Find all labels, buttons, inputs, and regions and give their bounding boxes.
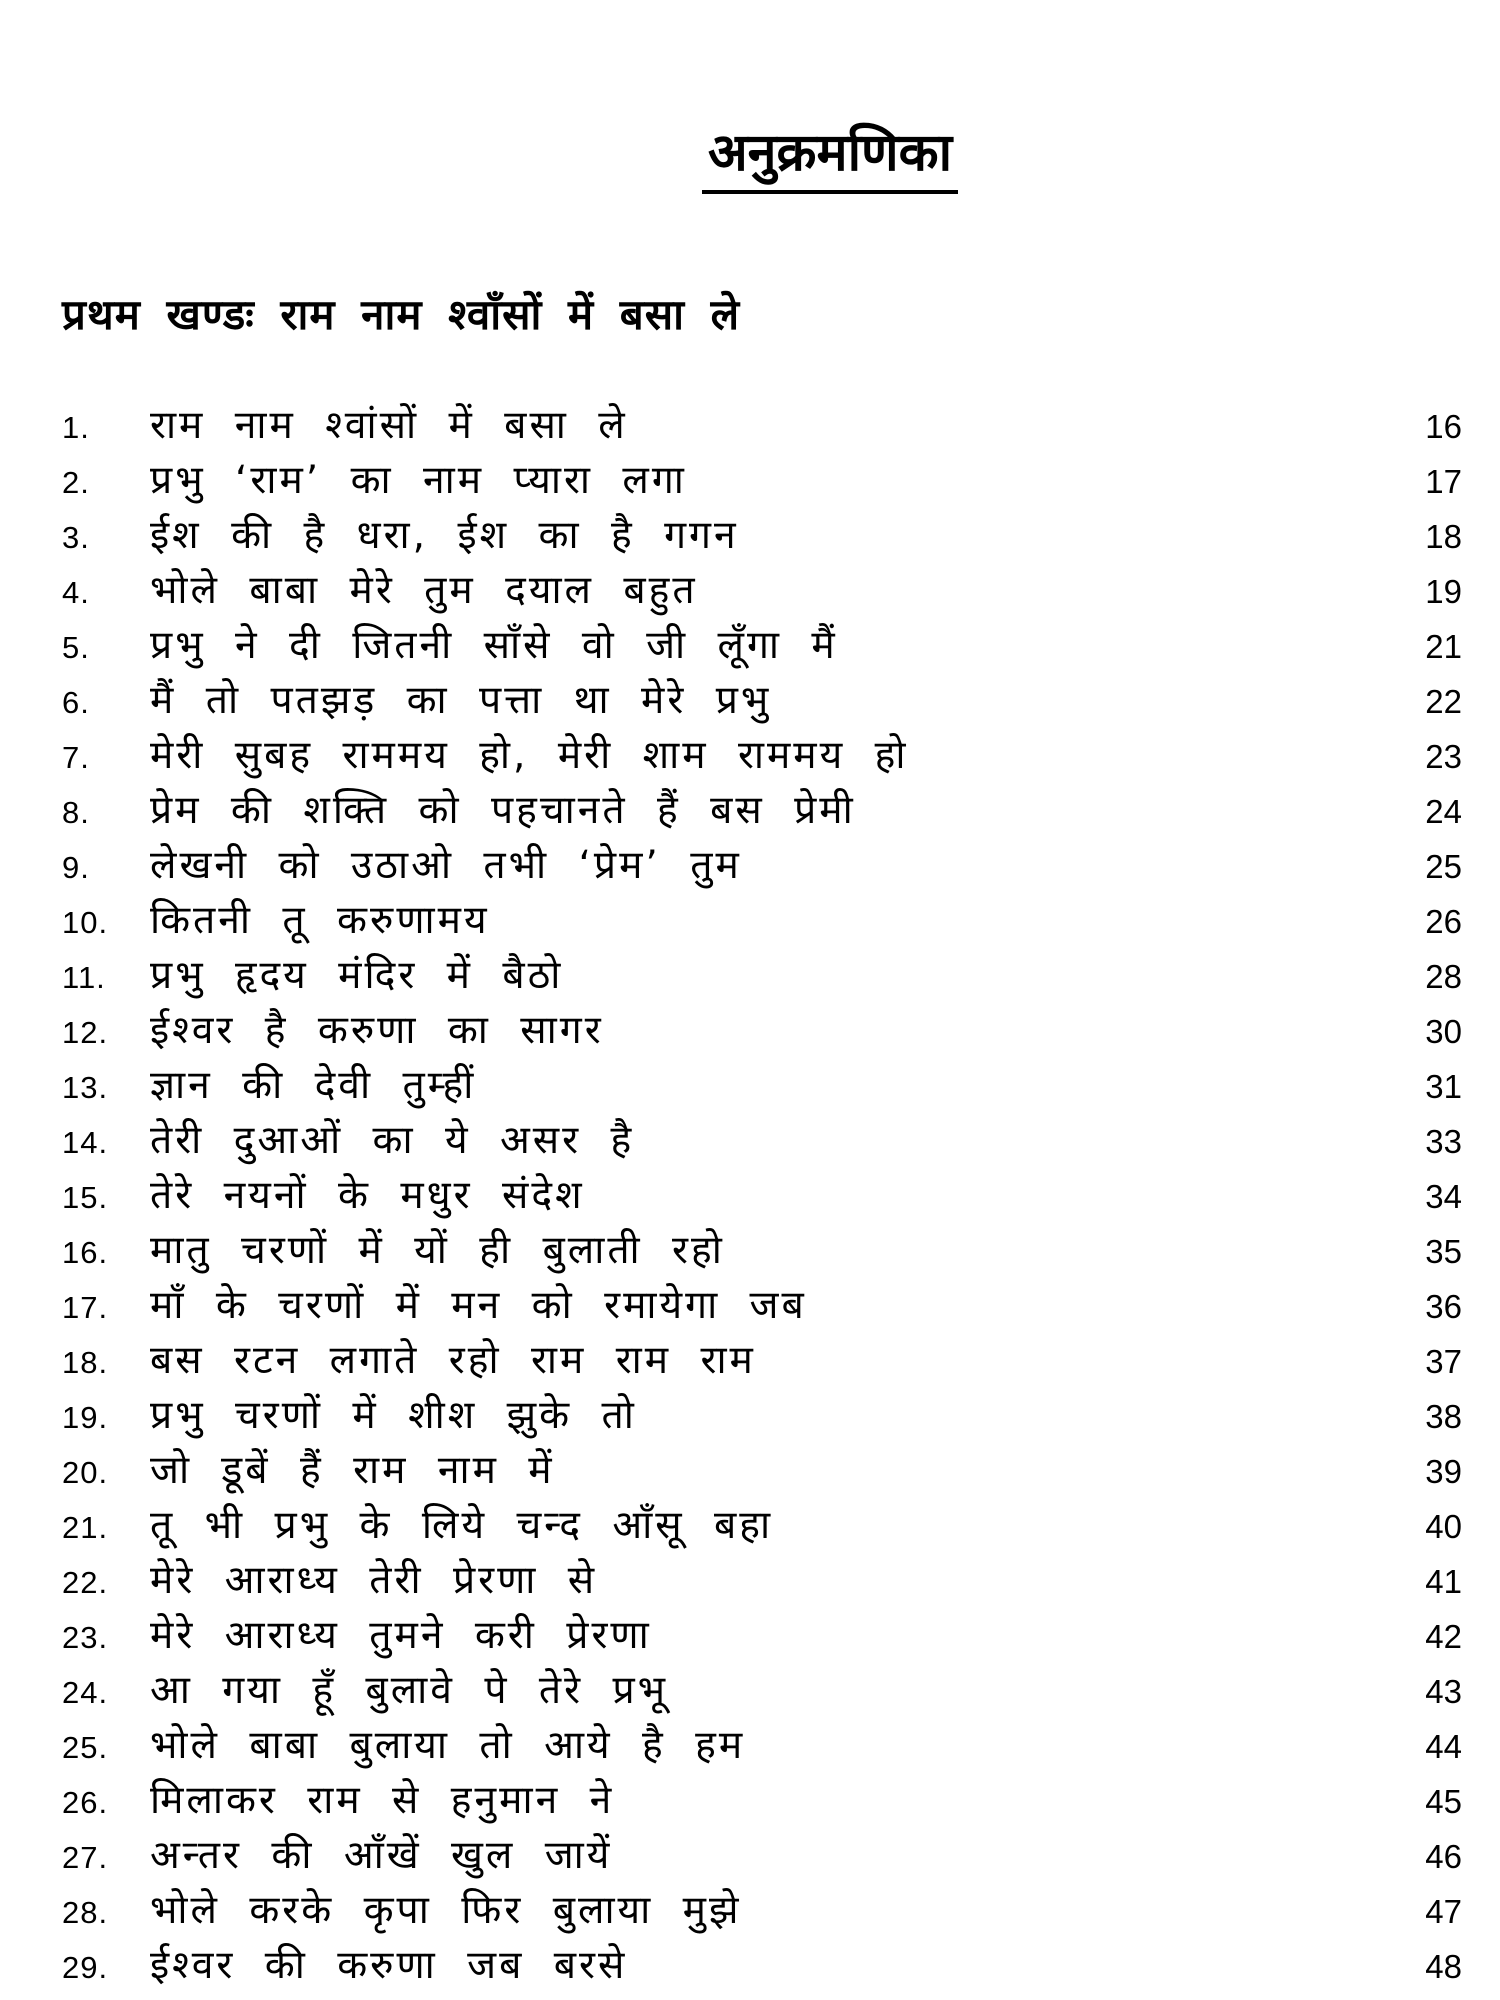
toc-entry (62, 508, 1462, 563)
toc-entry (62, 783, 1462, 838)
toc-entry-title: मैं तो पतझड़ का पत्ता था मेरे प्रभु (150, 678, 772, 723)
toc-entry (62, 728, 1462, 783)
toc-entry-title: मातु चरणों में यों ही बुलाती रहो (150, 1228, 725, 1273)
toc-entry (62, 1003, 1462, 1058)
toc-entry-title: तेरी दुआओं का ये असर है (150, 1118, 635, 1163)
toc-entry-page: 34 (1425, 1178, 1462, 1215)
toc-entry (62, 1223, 1462, 1278)
toc-entry-number: 23. (62, 1620, 109, 1655)
toc-entry-number: 5. (62, 630, 90, 665)
toc-entry (62, 1663, 1462, 1718)
toc-entry (62, 563, 1462, 618)
table-of-contents (62, 398, 1462, 1993)
toc-entry (62, 948, 1462, 1003)
toc-entry-title: ज्ञान की देवी तुम्हीं (150, 1063, 477, 1108)
toc-entry-title: अन्तर की आँखें खुल जायें (150, 1833, 613, 1878)
toc-entry-number: 14. (62, 1125, 109, 1160)
toc-entry (62, 1278, 1462, 1333)
toc-entry-title: तेरे नयनों के मधुर संदेश (150, 1173, 585, 1218)
toc-entry-number: 8. (62, 795, 90, 830)
page-heading (0, 118, 1500, 194)
toc-entry-title: आ गया हूँ बुलावे पे तेरे प्रभू (150, 1668, 669, 1713)
toc-entry-page: 17 (1425, 463, 1462, 500)
toc-entry-title: मेरी सुबह राममय हो, मेरी शाम राममय हो (150, 733, 909, 778)
toc-entry-page: 45 (1425, 1783, 1462, 1820)
toc-entry (62, 1443, 1462, 1498)
toc-entry-number: 15. (62, 1180, 109, 1215)
toc-entry-page: 18 (1425, 518, 1462, 555)
toc-entry-number: 1. (62, 410, 90, 445)
toc-entry (62, 1608, 1462, 1663)
toc-entry-page: 22 (1425, 683, 1462, 720)
toc-entry-page: 47 (1425, 1893, 1462, 1930)
toc-entry-page: 26 (1425, 903, 1462, 940)
toc-entry-title: लेखनी को उठाओ तभी ‘प्रेम’ तुम (150, 843, 742, 888)
toc-entry (62, 1773, 1462, 1828)
toc-entry-number: 25. (62, 1730, 109, 1765)
toc-entry-page: 21 (1425, 628, 1462, 665)
toc-entry-page: 37 (1425, 1343, 1462, 1380)
toc-entry-title: जो डूबें हैं राम नाम में (150, 1448, 555, 1493)
toc-entry-page: 28 (1425, 958, 1462, 995)
toc-entry-number: 27. (62, 1840, 109, 1875)
toc-entry-page: 19 (1425, 573, 1462, 610)
toc-entry (62, 673, 1462, 728)
toc-entry-title: मिलाकर राम से हनुमान ने (150, 1778, 615, 1823)
page-heading-text: अनुक्रमणिका (702, 118, 958, 194)
toc-entry-page: 25 (1425, 848, 1462, 885)
toc-entry-number: 4. (62, 575, 90, 610)
toc-entry-number: 21. (62, 1510, 109, 1545)
section-title: प्रथम खण्डः राम नाम श्वाँसों में बसा ले (62, 290, 741, 339)
toc-entry (62, 1828, 1462, 1883)
toc-entry (62, 1333, 1462, 1388)
toc-entry (62, 1498, 1462, 1553)
toc-entry-page: 48 (1425, 1948, 1462, 1985)
toc-entry-page: 44 (1425, 1728, 1462, 1765)
toc-entry (62, 838, 1462, 893)
toc-entry-number: 16. (62, 1235, 109, 1270)
toc-entry-title: माँ के चरणों में मन को रमायेगा जब (150, 1283, 807, 1328)
toc-entry (62, 1718, 1462, 1773)
toc-entry-number: 13. (62, 1070, 109, 1105)
toc-entry (62, 453, 1462, 508)
toc-entry-page: 23 (1425, 738, 1462, 775)
toc-entry-title: भोले बाबा बुलाया तो आये है हम (150, 1723, 746, 1768)
toc-entry-number: 11. (62, 960, 106, 995)
toc-entry (62, 1168, 1462, 1223)
toc-entry (62, 618, 1462, 673)
toc-entry-page: 43 (1425, 1673, 1462, 1710)
toc-entry-title: प्रेम की शक्ति को पहचानते हैं बस प्रेमी (150, 788, 856, 833)
toc-entry-number: 20. (62, 1455, 109, 1490)
toc-entry (62, 1883, 1462, 1938)
toc-entry-page: 35 (1425, 1233, 1462, 1270)
toc-entry (62, 1058, 1462, 1113)
toc-entry-title: मेरे आराध्य तुमने करी प्रेरणा (150, 1613, 652, 1658)
toc-entry-page: 30 (1425, 1013, 1462, 1050)
toc-entry-page: 41 (1425, 1563, 1462, 1600)
toc-entry-page: 39 (1425, 1453, 1462, 1490)
toc-entry (62, 1113, 1462, 1168)
toc-entry-number: 10. (62, 905, 109, 940)
toc-entry-title: बस रटन लगाते रहो राम राम राम (150, 1338, 756, 1383)
toc-entry-page: 24 (1425, 793, 1462, 830)
toc-entry (62, 1553, 1462, 1608)
toc-entry (62, 1388, 1462, 1443)
toc-entry-number: 17. (62, 1290, 109, 1325)
toc-entry-title: तू भी प्रभु के लिये चन्द आँसू बहा (150, 1503, 774, 1548)
toc-entry-page: 46 (1425, 1838, 1462, 1875)
toc-entry-title: कितनी तू करुणामय (150, 898, 490, 943)
toc-entry-title: ईश की है धरा, ईश का है गगन (150, 513, 739, 558)
toc-entry-number: 19. (62, 1400, 109, 1435)
toc-entry-page: 16 (1425, 408, 1462, 445)
toc-entry-title: प्रभु हृदय मंदिर में बैठो (150, 953, 564, 998)
toc-entry-title: ईश्वर है करुणा का सागर (150, 1008, 604, 1053)
toc-entry-number: 12. (62, 1015, 109, 1050)
toc-entry-title: प्रभु ने दी जितनी साँसे वो जी लूँगा मैं (150, 623, 838, 668)
toc-entry-number: 9. (62, 850, 90, 885)
toc-entry-title: राम नाम श्वांसों में बसा ले (150, 403, 628, 448)
toc-entry-page: 31 (1425, 1068, 1462, 1105)
toc-entry-title: भोले बाबा मेरे तुम दयाल बहुत (150, 568, 698, 613)
toc-entry (62, 893, 1462, 948)
toc-entry-number: 24. (62, 1675, 109, 1710)
toc-entry-page: 38 (1425, 1398, 1462, 1435)
toc-entry-title: प्रभु ‘राम’ का नाम प्यारा लगा (150, 458, 687, 503)
toc-entry-page: 36 (1425, 1288, 1462, 1325)
toc-entry-number: 6. (62, 685, 90, 720)
toc-entry-page: 42 (1425, 1618, 1462, 1655)
toc-entry-number: 2. (62, 465, 90, 500)
toc-entry (62, 1938, 1462, 1993)
toc-entry (62, 398, 1462, 453)
toc-entry-page: 40 (1425, 1508, 1462, 1545)
toc-entry-title: भोले करके कृपा फिर बुलाया मुझे (150, 1888, 742, 1933)
toc-entry-number: 22. (62, 1565, 109, 1600)
toc-entry-title: मेरे आराध्य तेरी प्रेरणा से (150, 1558, 598, 1603)
toc-entry-number: 28. (62, 1895, 109, 1930)
toc-entry-number: 26. (62, 1785, 109, 1820)
toc-entry-number: 29. (62, 1950, 109, 1985)
toc-entry-title: प्रभु चरणों में शीश झुके तो (150, 1393, 637, 1438)
toc-entry-number: 7. (62, 740, 90, 775)
toc-entry-number: 3. (62, 520, 90, 555)
toc-entry-page: 33 (1425, 1123, 1462, 1160)
toc-entry-number: 18. (62, 1345, 109, 1380)
toc-entry-title: ईश्वर की करुणा जब बरसे (150, 1943, 628, 1988)
